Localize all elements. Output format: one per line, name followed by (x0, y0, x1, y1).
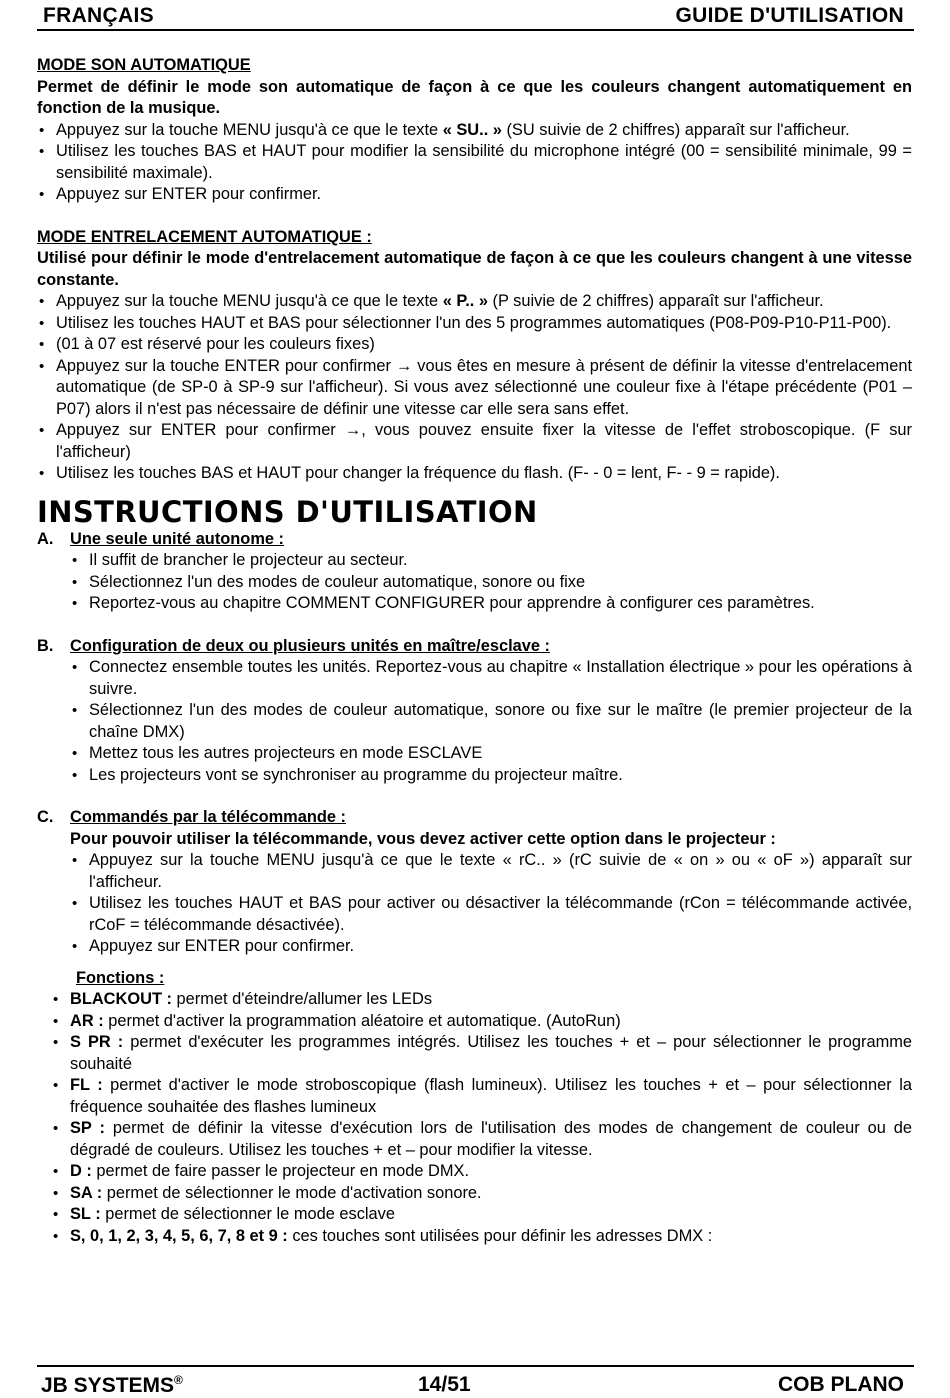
functions-block (70, 968, 912, 990)
list-item: • FL : permet d'activer le mode stroboscopique (flash lumineux). Utilisez les touches + et – pour sélectionner la fréquence souhaitée des flashes lumineux (51, 1075, 912, 1118)
header-doc-title: GUIDE D'UTILISATION (675, 4, 904, 27)
page-content (37, 55, 912, 1247)
chase-mode-list (37, 291, 912, 485)
list-item: • SP : permet de définir la vitesse d'exécution lors de l'utilisation des modes de changement de couleur ou de dégradé de couleurs. Utilisez les touches + et – pour modifier la vitesse. (51, 1118, 912, 1161)
list-item: • Utilisez les touches BAS et HAUT pour changer la fréquence du flash. (F- - 0 = lent, F- - 9 = rapide). (37, 463, 912, 485)
sound-mode-list (37, 120, 912, 206)
list-item: • D : permet de faire passer le projecteur en mode DMX. (51, 1161, 912, 1183)
list-item: • Utilisez les touches HAUT et BAS pour activer ou désactiver la télécommande (rCon = télécommande activée, rCoF = télécommande désactivée). (70, 893, 912, 936)
section-title: Commandés par la télécommande : (70, 808, 346, 826)
footer-product: COB PLANO (778, 1373, 904, 1396)
list-item: • SL : permet de sélectionner le mode esclave (51, 1204, 912, 1226)
list-item: • Appuyez sur la touche MENU jusqu'à ce que le texte « SU.. » (SU suivie de 2 chiffres) apparaît sur l'afficheur. (37, 120, 912, 142)
page-header (37, 2, 914, 31)
list-item: • AR : permet d'activer la programmation aléatoire et automatique. (AutoRun) (51, 1011, 912, 1033)
list-item: • Sélectionnez l'un des modes de couleur automatique, sonore ou fixe sur le maître (le premier projecteur de la chaîne DMX) (70, 700, 912, 743)
list-item: • (01 à 07 est réservé pour les couleurs fixes) (37, 334, 912, 356)
functions-list (37, 989, 912, 1247)
list-item: • S PR : permet d'exécuter les programmes intégrés. Utilisez les touches + et – pour sélectionner le programme souhaité (51, 1032, 912, 1075)
list-item: • Sélectionnez l'un des modes de couleur automatique, sonore ou fixe (70, 572, 912, 594)
sound-mode-title: MODE SON AUTOMATIQUE (37, 56, 251, 74)
instructions-heading: INSTRUCTIONS D'UTILISATION (37, 494, 538, 529)
list-item: • Appuyez sur ENTER pour confirmer. (37, 184, 912, 206)
list-item: • S, 0, 1, 2, 3, 4, 5, 6, 7, 8 et 9 : ces touches sont utilisées pour définir les adresses DMX : (51, 1226, 912, 1248)
section-a (37, 529, 912, 615)
section-title: Configuration de deux ou plusieurs unités en maître/esclave : (70, 636, 550, 655)
list-item: • Connectez ensemble toutes les unités. Reportez-vous au chapitre « Installation électrique » pour les opérations à suivre. (70, 657, 912, 700)
functions-title: Fonctions : (76, 968, 165, 987)
list-item: • BLACKOUT : permet d'éteindre/allumer les LEDs (51, 989, 912, 1011)
chase-mode-title: MODE ENTRELACEMENT AUTOMATIQUE : (37, 227, 372, 246)
list-item: • Mettez tous les autres projecteurs en mode ESCLAVE (70, 743, 912, 765)
page-footer (37, 1365, 914, 1397)
chase-mode-intro: Utilisé pour définir le mode d'entrelacement automatique de façon à ce que les couleurs changent à une vitesse constante. (37, 249, 912, 289)
section-c-list (70, 850, 912, 958)
list-item: • Utilisez les touches BAS et HAUT pour modifier la sensibilité du microphone intégré (00 = sensibilité minimale, 99 = sensibilité maximale). (37, 141, 912, 184)
section-subtitle: Pour pouvoir utiliser la télécommande, vous devez activer cette option dans le projecteur : (70, 829, 776, 848)
list-item: • Appuyez sur la touche MENU jusqu'à ce que le texte « P.. » (P suivie de 2 chiffres) apparaît sur l'afficheur. (37, 291, 912, 313)
section-b (37, 636, 912, 787)
section-letter: A. (37, 529, 54, 548)
registered-mark: ® (174, 1373, 183, 1387)
list-item: • Appuyez sur ENTER pour confirmer. (70, 936, 912, 958)
section-c (37, 807, 912, 989)
list-item: • SA : permet de sélectionner le mode d'activation sonore. (51, 1183, 912, 1205)
footer-brand: JB SYSTEMS® (41, 1373, 183, 1397)
list-item: • Il suffit de brancher le projecteur au secteur. (70, 550, 912, 572)
section-b-list (70, 657, 912, 786)
list-item: • Appuyez sur la touche MENU jusqu'à ce que le texte « rC.. » (rC suivie de « on » ou « oF ») apparaît sur l'afficheur. (70, 850, 912, 893)
list-item: • Utilisez les touches HAUT et BAS pour sélectionner l'un des 5 programmes automatiques (P08-P09-P10-P11-P00). (37, 313, 912, 335)
header-language: FRANÇAIS (43, 4, 154, 27)
list-item: • Les projecteurs vont se synchroniser au programme du projecteur maître. (70, 765, 912, 787)
section-a-list (70, 550, 912, 615)
section-letter: C. (37, 808, 54, 826)
list-item: • Reportez-vous au chapitre COMMENT CONFIGURER pour apprendre à configurer ces paramètres. (70, 593, 912, 615)
list-item: • Appuyez sur ENTER pour confirmer →, vous pouvez ensuite fixer la vitesse de l'effet stroboscopique. (F sur l'afficheur) (37, 420, 912, 463)
sound-mode-intro: Permet de définir le mode son automatique de façon à ce que les couleurs changent automatiquement en fonction de la musique. (37, 77, 912, 117)
section-letter: B. (37, 636, 54, 655)
section-title: Une seule unité autonome : (70, 529, 285, 548)
list-item: • Appuyez sur la touche ENTER pour confirmer → vous êtes en mesure à présent de définir la vitesse d'entrelacement automatique (de SP-0 à SP-9 sur l'afficheur). Si vous avez sélectionné une couleur fixe à l'étape précédente (P01 – P07) alors il n'est pas nécessaire de définir une vitesse car elle sera sans effet. (37, 356, 912, 421)
page-number: 14/51 (418, 1373, 471, 1396)
